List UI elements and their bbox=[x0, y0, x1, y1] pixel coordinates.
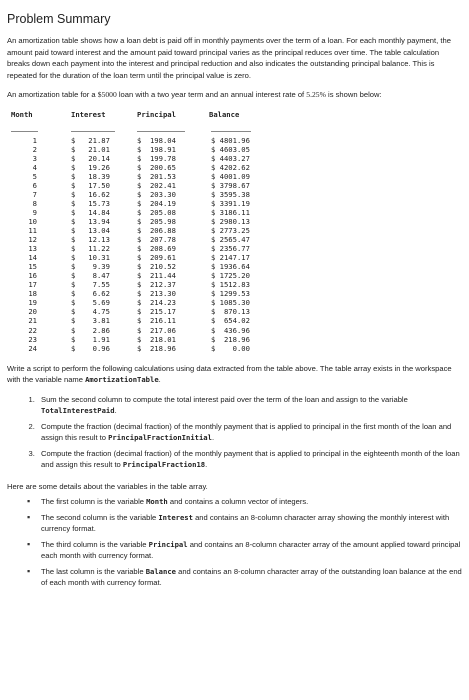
interest-cell: $ 18.39 bbox=[71, 171, 110, 181]
step-code: PrincipalFraction18 bbox=[122, 460, 206, 470]
month-cell: 8 bbox=[32, 198, 37, 208]
month-cell: 3 bbox=[32, 153, 37, 163]
interest-cell: $ 21.87 bbox=[71, 135, 110, 145]
table-row bbox=[11, 226, 279, 235]
table-body bbox=[11, 136, 279, 353]
interest-cell: $ 12.13 bbox=[71, 235, 110, 245]
interest-cell: $ 10.31 bbox=[71, 253, 110, 263]
interest-cell: $ 3.81 bbox=[71, 316, 110, 326]
table-row bbox=[11, 298, 279, 307]
table-row bbox=[11, 289, 279, 298]
interest-cell: $ 7.55 bbox=[71, 280, 110, 290]
principal-cell: $ 211.44 bbox=[137, 271, 176, 281]
step-text: Sum the second column to compute the total interest paid over the term of the loan and assign to the variable bbox=[41, 394, 408, 404]
month-cell: 23 bbox=[28, 334, 37, 344]
table-row bbox=[11, 262, 279, 271]
table-row bbox=[11, 181, 279, 190]
table-row bbox=[11, 190, 279, 199]
principal-cell: $ 218.96 bbox=[137, 343, 176, 353]
detail-item bbox=[35, 512, 462, 535]
month-cell: 13 bbox=[28, 244, 37, 254]
details-intro: Here are some details about the variables in the table array. bbox=[7, 481, 208, 491]
interest-cell: $ 9.39 bbox=[71, 262, 110, 272]
balance-cell: $ 2147.17 bbox=[211, 253, 250, 263]
interest-cell: $ 0.96 bbox=[71, 343, 110, 353]
interest-cell: $ 14.84 bbox=[71, 207, 110, 217]
detail-post: and contains an 8-column character array of the amount applied toward principal each month with currency format. bbox=[41, 539, 461, 561]
step-code: TotalInterestPaid bbox=[41, 406, 115, 416]
month-cell: 15 bbox=[28, 262, 37, 272]
month-cell: 18 bbox=[28, 289, 37, 299]
balance-cell: $ 4001.09 bbox=[211, 171, 250, 181]
detail-post: and contains an 8-column character array of the outstanding loan balance at the end of each month with currency format. bbox=[41, 566, 462, 588]
table-intro-post: is shown below: bbox=[325, 90, 382, 99]
interest-cell: $ 13.04 bbox=[71, 226, 110, 236]
detail-code: Month bbox=[146, 497, 168, 507]
table-row bbox=[11, 307, 279, 316]
interest-cell: $ 5.69 bbox=[71, 298, 110, 308]
interest-cell: $ 6.62 bbox=[71, 289, 110, 299]
detail-code: Balance bbox=[145, 566, 176, 576]
balance-cell: $ 4403.27 bbox=[211, 153, 250, 163]
balance-cell: $ 1299.53 bbox=[211, 289, 250, 299]
month-cell: 2 bbox=[32, 144, 37, 154]
detail-text: The third column is the variable bbox=[41, 539, 149, 549]
table-row bbox=[11, 145, 279, 154]
principal-cell: $ 202.41 bbox=[137, 180, 176, 190]
interest-cell: $ 15.73 bbox=[71, 198, 110, 208]
detail-text: The last column is the variable bbox=[41, 566, 146, 576]
balance-cell: $ 2356.77 bbox=[211, 244, 250, 254]
balance-cell: $ 2773.25 bbox=[211, 226, 250, 236]
step-text: Compute the fraction (decimal fraction) of the monthly payment that is applied to principal in the first month of the loan and assign this result to bbox=[41, 421, 452, 443]
month-cell: 17 bbox=[28, 280, 37, 290]
principal-cell: $ 214.23 bbox=[137, 298, 176, 308]
table-row bbox=[11, 316, 279, 325]
table-row bbox=[11, 136, 279, 145]
principal-cell: $ 198.91 bbox=[137, 144, 176, 154]
interest-cell: $ 2.86 bbox=[71, 325, 110, 335]
balance-cell: $ 3186.11 bbox=[211, 207, 250, 217]
balance-cell: $ 218.96 bbox=[211, 334, 250, 344]
interest-cell: $ 20.14 bbox=[71, 153, 110, 163]
balance-cell: $ 3391.19 bbox=[211, 198, 250, 208]
step-item bbox=[37, 421, 462, 444]
step-post: . bbox=[205, 460, 208, 470]
table-row bbox=[11, 199, 279, 208]
table-row bbox=[11, 154, 279, 163]
header-principal: Principal bbox=[137, 109, 176, 119]
header-month: Month bbox=[11, 109, 33, 119]
month-cell: 20 bbox=[28, 307, 37, 317]
balance-cell: $ 2565.47 bbox=[211, 235, 250, 245]
table-row bbox=[11, 280, 279, 289]
balance-cell: $ 2980.13 bbox=[211, 216, 250, 226]
month-cell: 10 bbox=[28, 216, 37, 226]
step-code: PrincipalFractionInitial bbox=[108, 433, 212, 443]
detail-item bbox=[35, 539, 462, 562]
interest-cell: $ 4.75 bbox=[71, 307, 110, 317]
balance-cell: $ 870.13 bbox=[211, 307, 250, 317]
balance-cell: $ 1936.64 bbox=[211, 262, 250, 272]
principal-cell: $ 200.65 bbox=[137, 162, 176, 172]
principal-cell: $ 207.78 bbox=[137, 235, 176, 245]
month-cell: 12 bbox=[28, 235, 37, 245]
principal-cell: $ 198.04 bbox=[137, 135, 176, 145]
balance-cell: $ 3595.38 bbox=[211, 189, 250, 199]
balance-cell: $ 4801.96 bbox=[211, 135, 250, 145]
header-interest: Interest bbox=[71, 109, 106, 119]
balance-cell: $ 654.02 bbox=[211, 316, 250, 326]
balance-cell: $ 0.00 bbox=[211, 343, 250, 353]
principal-cell: $ 218.01 bbox=[137, 334, 176, 344]
principal-cell: $ 215.17 bbox=[137, 307, 176, 317]
table-row bbox=[11, 335, 279, 344]
principal-cell: $ 213.30 bbox=[137, 289, 176, 299]
balance-cell: $ 3798.67 bbox=[211, 180, 250, 190]
table-row bbox=[11, 172, 279, 181]
principal-cell: $ 217.06 bbox=[137, 325, 176, 335]
month-cell: 4 bbox=[32, 162, 37, 172]
table-row bbox=[11, 217, 279, 226]
balance-cell: $ 1085.30 bbox=[211, 298, 250, 308]
principal-cell: $ 203.30 bbox=[137, 189, 176, 199]
interest-cell: $ 16.62 bbox=[71, 189, 110, 199]
interest-cell: $ 19.26 bbox=[71, 162, 110, 172]
header-rule bbox=[11, 127, 279, 136]
balance-cell: $ 1512.83 bbox=[211, 280, 250, 290]
interest-cell: $ 8.47 bbox=[71, 271, 110, 281]
amortization-table bbox=[11, 109, 279, 353]
month-cell: 6 bbox=[32, 180, 37, 190]
month-cell: 24 bbox=[28, 343, 37, 353]
task-paragraph bbox=[7, 363, 462, 386]
principal-cell: $ 201.53 bbox=[137, 171, 176, 181]
month-cell: 16 bbox=[28, 271, 37, 281]
detail-item bbox=[35, 496, 462, 508]
table-intro-mid: loan with a two year term and an annual interest rate of bbox=[116, 90, 307, 99]
intro-paragraph: An amortization table shows how a loan debt is paid off in monthly payments over the term of a loan. For each monthly payment, the amount paid toward interest and the amount paid toward principal varies as the principal reduces over time. The table calculation breaks down each payment into the interest and principal reduction and also indicates the outstanding principal balance. This is repeated for the duration of the loan term until the principal value is zero. bbox=[7, 36, 451, 80]
balance-cell: $ 4202.62 bbox=[211, 162, 250, 172]
month-cell: 21 bbox=[28, 316, 37, 326]
principal-cell: $ 210.52 bbox=[137, 262, 176, 272]
month-cell: 7 bbox=[32, 189, 37, 199]
table-row bbox=[11, 244, 279, 253]
principal-cell: $ 204.19 bbox=[137, 198, 176, 208]
step-item bbox=[37, 448, 462, 471]
table-row bbox=[11, 253, 279, 262]
month-cell: 22 bbox=[28, 325, 37, 335]
step-item bbox=[37, 394, 462, 417]
principal-cell: $ 208.69 bbox=[137, 244, 176, 254]
principal-cell: $ 206.88 bbox=[137, 226, 176, 236]
table-row bbox=[11, 271, 279, 280]
details-list bbox=[7, 496, 462, 589]
balance-cell: $ 436.96 bbox=[211, 325, 250, 335]
page-title: Problem Summary bbox=[7, 12, 111, 26]
header-balance: Balance bbox=[209, 109, 240, 119]
principal-cell: $ 216.11 bbox=[137, 316, 176, 326]
table-row bbox=[11, 326, 279, 335]
task-post: . bbox=[158, 375, 161, 385]
month-cell: 1 bbox=[32, 135, 37, 145]
balance-cell: $ 4603.05 bbox=[211, 144, 250, 154]
principal-cell: $ 199.78 bbox=[137, 153, 176, 163]
detail-code: Principal bbox=[148, 539, 188, 549]
step-post: . bbox=[114, 406, 117, 416]
interest-cell: $ 13.94 bbox=[71, 216, 110, 226]
balance-cell: $ 1725.20 bbox=[211, 271, 250, 281]
month-cell: 5 bbox=[32, 171, 37, 181]
month-cell: 19 bbox=[28, 298, 37, 308]
month-cell: 11 bbox=[28, 226, 37, 236]
table-row bbox=[11, 163, 279, 172]
principal-cell: $ 205.98 bbox=[137, 216, 176, 226]
step-post: . bbox=[211, 433, 215, 443]
step-text: Compute the fraction (decimal fraction) of the monthly payment that is applied to principal in the eighteenth month of the loan and assign this result to bbox=[41, 448, 460, 470]
month-cell: 14 bbox=[28, 253, 37, 263]
principal-cell: $ 205.08 bbox=[137, 207, 176, 217]
detail-post: and contains an 8-column character array showing the monthly interest with currency format. bbox=[41, 512, 450, 534]
interest-cell: $ 11.22 bbox=[71, 244, 110, 254]
table-intro-pre: An amortization table for a bbox=[7, 90, 98, 99]
principal-cell: $ 212.37 bbox=[137, 280, 176, 290]
interest-rate: 5.25% bbox=[306, 90, 326, 99]
detail-post: and contains a column vector of integers. bbox=[167, 497, 309, 507]
month-cell: 9 bbox=[32, 207, 37, 217]
table-row bbox=[11, 235, 279, 244]
task-pre: Write a script to perform the following calculations using data extracted from the table above. The table array exists in the workspace with the variable name bbox=[7, 363, 452, 385]
detail-text: The second column is the variable bbox=[41, 512, 159, 522]
table-variable-name: AmortizationTable bbox=[85, 375, 159, 385]
principal-cell: $ 209.61 bbox=[137, 253, 176, 263]
interest-cell: $ 1.91 bbox=[71, 334, 110, 344]
detail-text: The first column is the variable bbox=[41, 497, 147, 507]
detail-item bbox=[35, 566, 462, 589]
table-intro-paragraph bbox=[7, 89, 462, 101]
table-row bbox=[11, 344, 279, 353]
detail-code: Interest bbox=[158, 512, 193, 522]
interest-cell: $ 21.01 bbox=[71, 144, 110, 154]
table-row bbox=[11, 208, 279, 217]
steps-list bbox=[7, 394, 462, 471]
loan-amount: $5000 bbox=[97, 90, 117, 99]
interest-cell: $ 17.50 bbox=[71, 180, 110, 190]
